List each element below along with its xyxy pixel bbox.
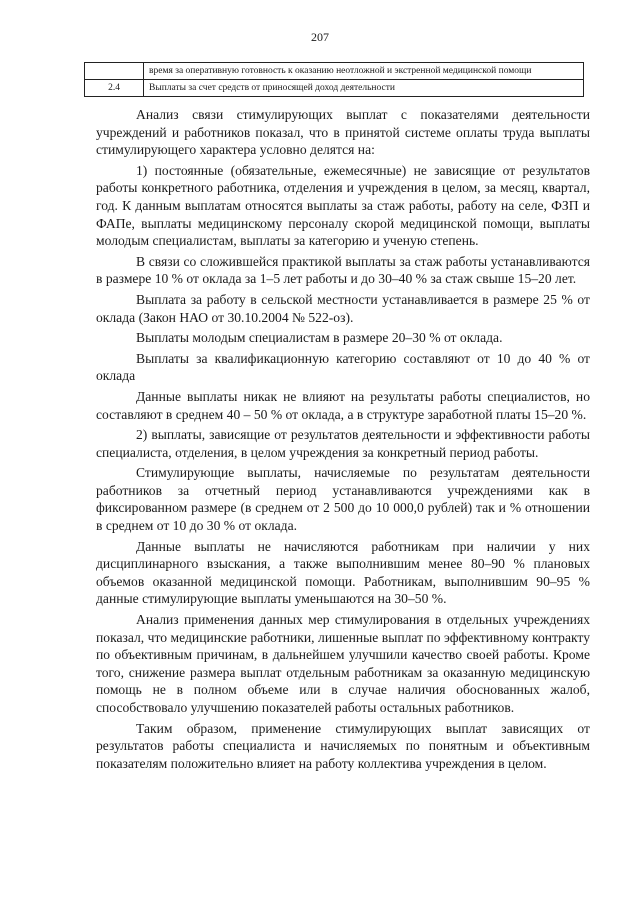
paragraph: 2) выплаты, зависящие от результатов деятельности и эффективности работы специалиста, отделения, в целом учреждения за конкретный период работы. <box>96 427 590 460</box>
paragraph: Данные выплаты никак не влияют на результаты работы специалистов, но составляют в среднем 40 – 50 % от оклада, а в структуре заработной платы 15–20 %. <box>96 388 590 422</box>
paragraph: Таким образом, применение стимулирующих выплат зависящих от результатов работы специалиста и начисляемых по понятным и объективным показателям положительно влияет на работу коллектива учреждения в целом. <box>96 720 590 771</box>
paragraph: Анализ применения данных мер стимулирования в отдельных учреждениях показал, что медицинские работники, лишенные выплат по эффективному контракту по объективным причинам, в дальнейшем улучшили качество своей работы. Кроме того, снижение размера выплат отдельным работникам за оказанную медицинскую помощь не в полном объеме или в случае наличия обоснованных жалоб, способствовало улучшению показателей работы остальных работников. <box>96 612 590 715</box>
table-cell-text: Выплаты за счет средств от приносящей доход деятельности <box>144 80 584 97</box>
paragraph: Стимулирующие выплаты, начисляемые по результатам деятельности работников за отчетный период устанавливаются учреждениями как в фиксированном размере (в среднем от 2 500 до 10 000,0 рублей) так и % отношении в среднем от 10 до 30 % от оклада. <box>96 465 590 534</box>
table-row <box>85 63 584 80</box>
document-body <box>96 106 590 775</box>
paragraph: Данные выплаты не начисляются работникам при наличии у них дисциплинарного взыскания, а также выполнившим менее 80–90 % плановых объемов оказанной медицинской помощи. Работникам, выполнившим 90–95 % данные стимулирующие выплаты уменьшаются на 30–50 %. <box>96 538 590 607</box>
page-number: 207 <box>311 30 329 44</box>
table-cell-text: время за оперативную готовность к оказанию неотложной и экстренной медицинской помощи <box>144 63 584 80</box>
paragraph: Выплаты за квалификационную категорию составляют от 10 до 40 % от оклада <box>96 350 590 384</box>
paragraph: Анализ связи стимулирующих выплат с показателями деятельности учреждений и работников показал, что в принятой системе оплаты труда выплаты стимулирующего характера условно делятся на: <box>96 107 590 158</box>
paragraph: Выплата за работу в сельской местности устанавливается в размере 25 % от оклада (Закон НАО от 30.10.2004 № 522-оз). <box>96 291 590 325</box>
table-row <box>85 80 584 97</box>
payments-table <box>84 62 584 97</box>
paragraph: В связи со сложившейся практикой выплаты за стаж работы устанавливаются в размере 10 % от оклада за 1–5 лет работы и до 30–40 % за стаж свыше 15–20 лет. <box>96 253 590 287</box>
paragraph: Выплаты молодым специалистам в размере 20–30 % от оклада. <box>136 330 503 346</box>
table-cell-number: 2.4 <box>85 80 144 97</box>
table-cell-number <box>85 63 144 80</box>
paragraph: 1) постоянные (обязательные, ежемесячные) не зависящие от результатов работы конкретного работника, отделения и учреждения в целом, за месяц, квартал, год. К данным выплатам относятся выплаты за стаж работы, работу на селе, ФЗП и ФАПе, выплаты медицинскому персоналу скорой медицинской помощи, выплаты молодым специалистам, выплаты за категорию и ученую степень. <box>96 162 590 249</box>
